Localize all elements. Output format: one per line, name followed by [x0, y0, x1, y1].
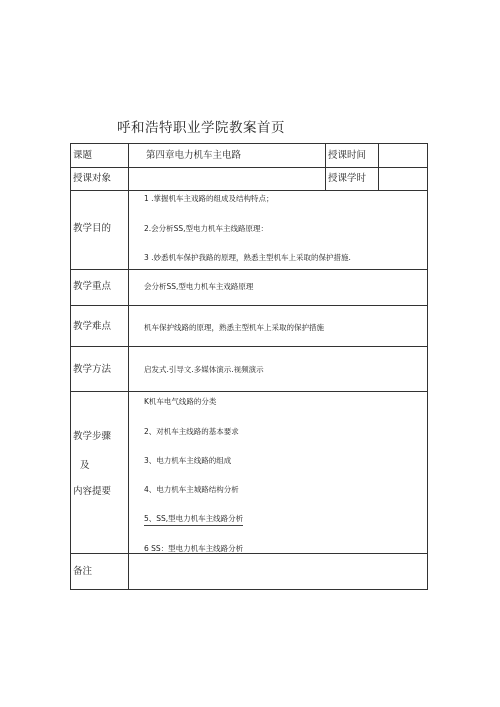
difficulties-value: 机车保护线路的原理，熟悉主型机车上采取的保护措施 [144, 323, 324, 332]
rule-bottom [70, 589, 428, 590]
rule-course [70, 167, 428, 168]
rule-audience [70, 190, 428, 191]
step-item: 2、对机车主线路的基本要求 [144, 427, 239, 436]
objective-item: 1 .掌握机车主戏路的组成及结构特点； [144, 194, 274, 203]
methods-label: 教学方法 [73, 364, 112, 375]
page-title: 呼和浩特职业学院教案首页 [117, 120, 285, 136]
key-points-value: 会分析SS,型电力机车主戏路原理 [144, 282, 254, 291]
steps-label: 教学步骤 [73, 431, 112, 442]
course-value[interactable]: 第四章电力机车主电路 [146, 150, 242, 161]
rule-left [70, 143, 71, 590]
class-hours-label: 授课学时 [328, 173, 367, 184]
rule-right [427, 143, 428, 590]
objectives-label: 教学目的 [73, 223, 112, 234]
rule-time-label-divider [325, 143, 326, 191]
remarks-label: 备注 [73, 566, 93, 577]
step-item: 4、电力机车主城路结构分析 [144, 485, 239, 494]
remarks-value[interactable] [132, 561, 422, 585]
rule-label-divider [128, 143, 129, 590]
lesson-plan-table [70, 143, 428, 590]
rule-difficulties [70, 346, 428, 347]
class-time-value[interactable] [381, 150, 425, 162]
step-item-clipped [144, 544, 344, 552]
rule-top [70, 143, 428, 144]
step-item: 6 SS：型电力机车主线路分析 [144, 544, 244, 552]
class-time-label: 授课时间 [328, 150, 367, 161]
course-label: 课题 [73, 150, 93, 161]
objective-item: 2.会分析SS,型电力机车主线路原理： [144, 224, 269, 233]
rule-methods [70, 391, 428, 392]
difficulties-label: 教学难点 [73, 321, 112, 332]
step-item: K机车电气线路的分类 [144, 397, 217, 406]
step-item: 5、SS,型电力机车主线路分析 [144, 514, 243, 526]
rule-time-value-divider [378, 143, 379, 191]
steps-label-and: 及 [80, 460, 90, 471]
key-points-label: 教学重点 [73, 281, 112, 292]
class-hours-value[interactable] [381, 173, 425, 185]
audience-value[interactable] [132, 173, 322, 185]
rule-steps [70, 553, 428, 554]
steps-label-summary: 内容提要 [73, 486, 112, 497]
objective-item: 3 .妙悉机车保护我路的原理，熟悉主型机车上采取的保护措施. [144, 253, 351, 262]
rule-key-points [70, 305, 428, 306]
rule-objectives [70, 269, 428, 270]
methods-value: 启发式.引导文.多媒体演示.视频演示 [144, 365, 264, 374]
audience-label: 授课对象 [73, 173, 112, 184]
step-item: 3、电力机车主线路的组成 [144, 456, 232, 465]
